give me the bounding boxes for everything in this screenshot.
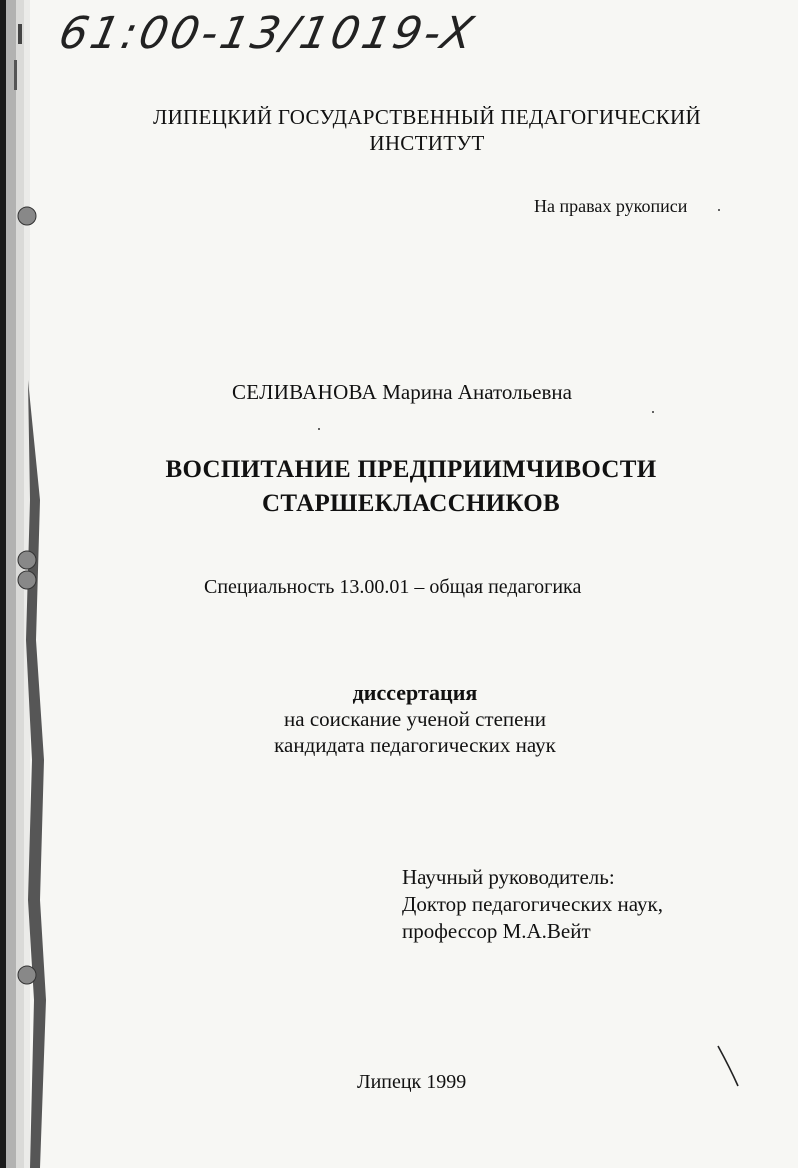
pen-stroke-mark: [716, 1044, 746, 1090]
supervisor-line-3: профессор М.А.Вейт: [402, 919, 591, 943]
dissertation-label: диссертация: [352, 680, 478, 705]
author-surname: СЕЛИВАНОВА: [232, 380, 377, 404]
institute-line-1: ЛИПЕЦКИЙ ГОСУДАРСТВЕННЫЙ ПЕДАГОГИЧЕСКИЙ: [153, 105, 701, 129]
institute-name: [28, 104, 798, 156]
degree-line-2: кандидата педагогических наук: [274, 733, 556, 757]
scan-edge-artifact: [0, 0, 46, 1168]
handwritten-archive-code: 61:00-13/1019-X: [54, 8, 481, 59]
supervisor-line-1: Научный руководитель:: [402, 865, 615, 889]
city-year: Липецк 1999: [357, 1071, 467, 1093]
scientific-supervisor: [402, 864, 663, 945]
degree-line-1: на соискание ученой степени: [284, 707, 546, 731]
supervisor-line-2: Доктор педагогических наук,: [402, 892, 663, 916]
manuscript-rights-note: На правах рукописи: [534, 196, 688, 216]
scan-speck: [318, 428, 320, 430]
author-name: [232, 380, 572, 405]
institute-line-2: ИНСТИТУТ: [369, 131, 485, 155]
specialty: Специальность 13.00.01 – общая педагогика: [204, 576, 582, 598]
title-line-1: ВОСПИТАНИЕ ПРЕДПРИИМЧИВОСТИ: [165, 456, 657, 483]
dissertation-title: [12, 453, 798, 521]
author-given-names: Марина Анатольевна: [382, 380, 572, 404]
title-line-2: СТАРШЕКЛАССНИКОВ: [262, 490, 560, 517]
degree-info: [16, 680, 798, 758]
scan-speck: [718, 209, 720, 211]
scan-speck: [652, 411, 654, 413]
